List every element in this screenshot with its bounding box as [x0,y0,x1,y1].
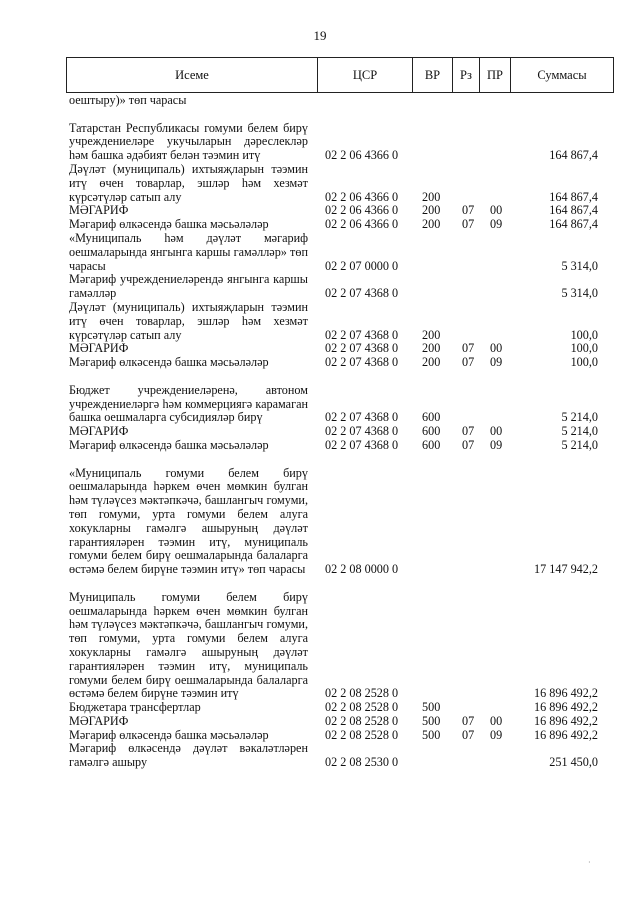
row-sum: 100,0 [570,355,598,370]
row-csr: 02 2 07 4368 0 [325,286,399,301]
row-csr: 02 2 08 2528 0 [325,700,399,715]
row-csr: 02 2 08 2528 0 [325,686,399,701]
row-sum: 5 314,0 [561,286,598,301]
row-vr: 600 [422,424,441,439]
header-csr: ЦСР [318,58,413,92]
row-rz: 07 [462,341,475,356]
row-sum: 17 147 942,2 [534,562,598,577]
row-name: Татарстан Республикасы гомуми белем бирү учреждениеләре укучыларын дәреслекләр һәм башка әдәбият белән тәэмин итү [69,120,308,163]
row-pr: 09 [490,727,503,742]
row-vr: 600 [422,437,441,452]
row-vr: 200 [422,189,441,204]
row-sum: 164 867,4 [549,203,598,218]
row-vr: 500 [422,713,441,728]
row-vr: 200 [422,341,441,356]
row-name: Мәгариф өлкәсендә башка мәсьәләләр [69,355,269,370]
row-sum: 5 314,0 [561,258,598,273]
row-name: МӘГАРИФ [69,424,129,439]
row-csr: 02 2 08 2530 0 [325,755,399,770]
row-sum: 164 867,4 [549,148,598,163]
row-csr: 02 2 06 4366 0 [325,148,399,163]
table-row [0,356,640,370]
row-name: Мәгариф учреждениеләрендә янгынга каршы гамәлләр [69,272,308,301]
row-vr: 500 [422,727,441,742]
row-vr: 200 [422,217,441,232]
row-sum: 164 867,4 [549,189,598,204]
row-name: Мәгариф өлкәсендә башка мәсьәләләр [69,437,269,452]
row-vr: 600 [422,410,441,425]
row-csr: 02 2 08 2528 0 [325,713,399,728]
row-csr: 02 2 06 4366 0 [325,189,399,204]
row-csr: 02 2 07 4368 0 [325,437,399,452]
row-pr: 09 [490,355,503,370]
row-name: МӘГАРИФ [69,341,129,356]
row-sum: 5 214,0 [561,410,598,425]
row-sum: 251 450,0 [549,755,598,770]
table-row [0,204,640,218]
row-vr: 200 [422,355,441,370]
row-vr: 500 [422,700,441,715]
row-sum: 164 867,4 [549,217,598,232]
row-sum: 16 896 492,2 [534,727,598,742]
row-rz: 07 [462,355,475,370]
table-row [0,577,640,701]
row-name: МӘГАРИФ [69,203,129,218]
page-number: 19 [313,28,327,43]
table-row [0,342,640,356]
table-row [0,94,640,108]
table-row [0,729,640,743]
row-name: Дәүләт (муниципаль) ихтыяҗларын тәэмин итү өчен товарлар, эшләр һәм хезмәт күрсәтүләр сатып алу [69,299,308,342]
row-name: Мәгариф өлкәсендә башка мәсьәләләр [69,217,269,232]
row-rz: 07 [462,424,475,439]
row-sum: 5 214,0 [561,424,598,439]
row-name: Бюджетара трансфертлар [69,700,201,715]
row-vr: 200 [422,203,441,218]
row-name: МӘГАРИФ [69,713,129,728]
row-csr: 02 2 06 4366 0 [325,217,399,232]
row-pr: 00 [490,203,503,218]
row-pr: 09 [490,217,503,232]
row-sum: 5 214,0 [561,437,598,452]
row-rz: 07 [462,713,475,728]
row-sum: 16 896 492,2 [534,700,598,715]
row-rz: 07 [462,203,475,218]
header-name: Исеме [67,58,318,92]
row-name: Мәгариф өлкәсендә дәүләт вәкаләтләрен гамәлгә ашыру [69,741,308,770]
row-csr: 02 2 07 0000 0 [325,258,399,273]
row-pr: 00 [490,424,503,439]
row-sum: 16 896 492,2 [534,713,598,728]
row-name: Муниципаль гомуми белем бирү оешмаларында һәркем өчен мөмкин булган һәм түләүсез мәктәпкәчә, башлангыч гомуми, төп гомуми, урта гомуми белем алуга хокукларны гамәлгә ашыруның дәүләт гарантияләрен тәэмин итү, муниципаль гомуми белем бирү оешмаларында балаларга өстәмә белем бирүне тәэмин итү [69,589,308,701]
row-csr: 02 2 07 4368 0 [325,327,399,342]
table-row [0,301,640,342]
row-sum: 100,0 [570,327,598,342]
table-header [66,57,614,93]
table-row [0,439,640,453]
table-row [0,232,640,273]
header-rz: Рз [453,58,480,92]
row-name: Мәгариф өлкәсендә башка мәсьәләләр [69,727,269,742]
row-pr: 00 [490,713,503,728]
table-body [0,94,640,770]
row-rz: 07 [462,437,475,452]
table-row [0,273,640,301]
row-rz: 07 [462,217,475,232]
row-pr: 09 [490,437,503,452]
row-sum: 16 896 492,2 [534,686,598,701]
row-name: «Муниципаль гомуми белем бирү оешмаларында һәркем өчен мөмкин булган һәм түләүсез мәктәпкәчә, башлангыч гомуми, төп гомуми, урта гомуми белем алуга хокукларны гамәлгә ашыруның дәүләт гарантияләрен тәэмин итү, муниципаль гомуми белем бирү оешмаларында балаларга өстәмә белем бирүне тәэмин итү» төп чарасы [69,465,308,577]
row-csr: 02 2 06 4366 0 [325,203,399,218]
table-row [0,453,640,577]
table-row [0,218,640,232]
table-row [0,108,640,163]
table-row [0,701,640,715]
row-csr: 02 2 07 4368 0 [325,341,399,356]
scan-mark: · [588,858,591,867]
row-sum: 100,0 [570,341,598,356]
table-row [0,425,640,439]
header-pr: ПР [480,58,511,92]
row-csr: 02 2 08 2528 0 [325,727,399,742]
row-csr: 02 2 07 4368 0 [325,424,399,439]
row-vr: 200 [422,327,441,342]
row-csr: 02 2 08 0000 0 [325,562,399,577]
table-row [0,370,640,425]
row-pr: 00 [490,341,503,356]
table-row [0,742,640,770]
row-name: оештыру)» төп чарасы [69,93,187,107]
table-row [0,715,640,729]
table-row [0,163,640,204]
row-name: Бюджет учреждениеләренә, автоном учреждениеләргә һәм коммерциягә карамаган башка оешмаларга субсидияләр бирү [69,382,308,425]
row-csr: 02 2 07 4368 0 [325,355,399,370]
row-name: «Муниципаль һәм дәүләт мәгариф оешмаларында янгынга каршы гамәлләр» төп чарасы [69,230,308,273]
header-sum: Суммасы [537,67,587,82]
row-rz: 07 [462,727,475,742]
row-csr: 02 2 07 4368 0 [325,410,399,425]
header-vr: ВР [413,58,453,92]
row-name: Дәүләт (муниципаль) ихтыяҗларын тәэмин итү өчен товарлар, эшләр һәм хезмәт күрсәтүләр сатып алу [69,161,308,204]
